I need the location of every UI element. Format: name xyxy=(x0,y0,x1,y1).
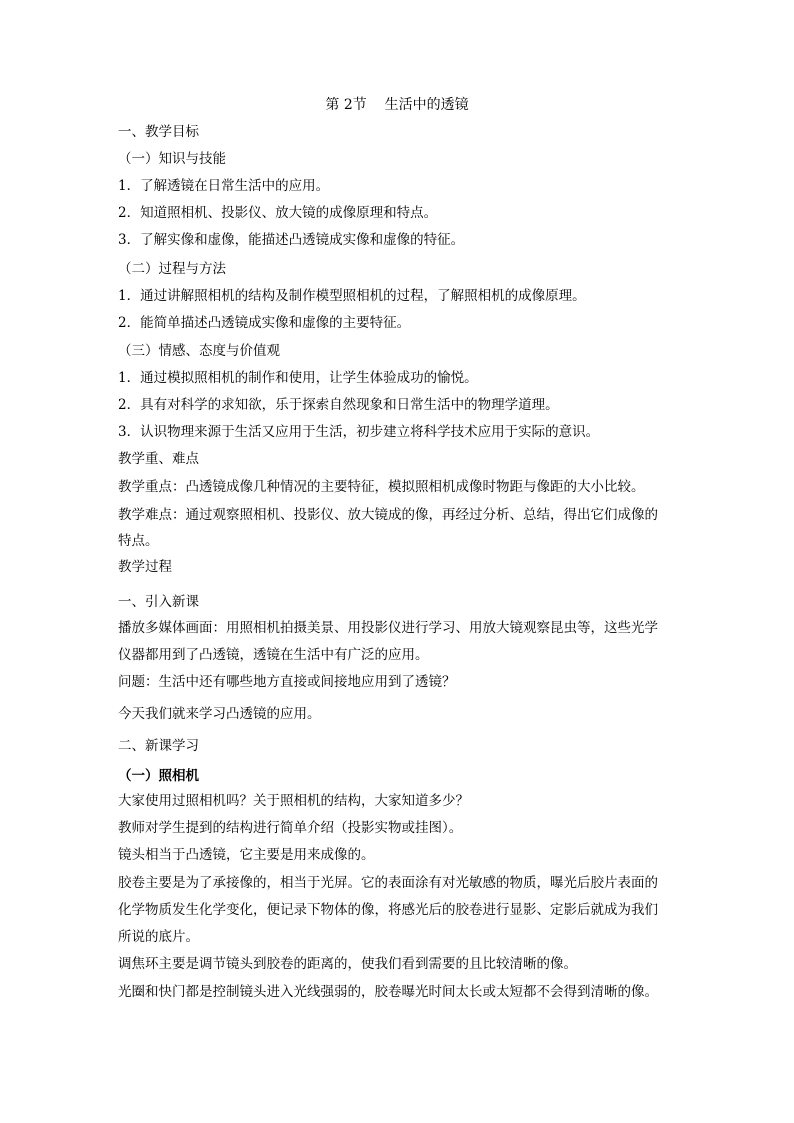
text-line: 3．了解实像和虚像，能描述凸透镜成实像和虚像的特征。 xyxy=(118,232,465,248)
text-line: 仪器都用到了凸透镜，透镜在生活中有广泛的应用。 xyxy=(118,647,429,663)
text-line: 大家使用过照相机吗？关于照相机的结构，大家知道多少？ xyxy=(118,793,469,809)
text-line: 化学物质发生化学变化，便记录下物体的像，将感光后的胶卷进行显影、定影后就成为我们 xyxy=(118,902,658,918)
section-heading: 二、新课学习 xyxy=(118,738,199,754)
text-line: 特点。 xyxy=(118,533,159,549)
text-line: 3．认识物理来源于生活又应用于生活，初步建立将科学技术应用于实际的意识。 xyxy=(118,424,600,440)
text-line: 2．能简单描述凸透镜成实像和虚像的主要特征。 xyxy=(118,315,411,331)
text-line: 所说的底片。 xyxy=(118,929,199,945)
text-line: 今天我们就来学习凸透镜的应用。 xyxy=(118,706,321,722)
text-line: 1．通过讲解照相机的结构及制作模型照相机的过程，了解照相机的成像原理。 xyxy=(118,288,586,304)
text-line: 调焦环主要是调节镜头到胶卷的距离的，使我们看到需要的且比较清晰的像。 xyxy=(118,956,577,972)
text-line: （二）过程与方法 xyxy=(118,261,226,277)
text-line: 教学难点：通过观察照相机、投影仪、放大镜成的像，再经过分析、总结，得出它们成像的 xyxy=(118,507,658,523)
text-line: 2．知道照相机、投影仪、放大镜的成像原理和特点。 xyxy=(118,205,438,221)
text-line: 问题：生活中还有哪些地方直接或间接地应用到了透镜？ xyxy=(118,674,456,690)
text-line: 1．通过模拟照相机的制作和使用，让学生体验成功的愉悦。 xyxy=(118,370,478,386)
section-heading: 教学过程 xyxy=(118,559,172,575)
subsection-heading: （一）照相机 xyxy=(118,768,199,784)
text-line: 镜头相当于凸透镜，它主要是用来成像的。 xyxy=(118,847,375,863)
text-line: （一）知识与技能 xyxy=(118,151,226,167)
text-line: 一、教学目标 xyxy=(118,124,199,140)
section-heading: 一、引入新课 xyxy=(118,594,199,610)
text-line: 播放多媒体画面：用照相机拍摄美景、用投影仪进行学习、用放大镜观察昆虫等，这些光学 xyxy=(118,620,658,636)
text-line: 胶卷主要是为了承接像的，相当于光屏。它的表面涂有对光敏感的物质，曝光后胶片表面的 xyxy=(118,875,658,891)
text-line: 光圈和快门都是控制镜头进入光线强弱的，胶卷曝光时间太长或太短都不会得到清晰的像。 xyxy=(118,984,658,1000)
text-line: 1．了解透镜在日常生活中的应用。 xyxy=(118,178,330,194)
text-line: 2．具有对科学的求知欲，乐于探索自然现象和日常生活中的物理学道理。 xyxy=(118,397,559,413)
text-line: （三）情感、态度与价值观 xyxy=(118,343,280,359)
section-heading: 教学重、难点 xyxy=(118,451,199,467)
text-line: 教师对学生提到的结构进行简单介绍（投影实物或挂图）。 xyxy=(118,820,463,836)
text-line: 教学重点：凸透镜成像几种情况的主要特征，模拟照相机成像时物距与像距的大小比较。 xyxy=(118,479,645,495)
page-title: 第 2节 生活中的透镜 xyxy=(325,97,469,113)
